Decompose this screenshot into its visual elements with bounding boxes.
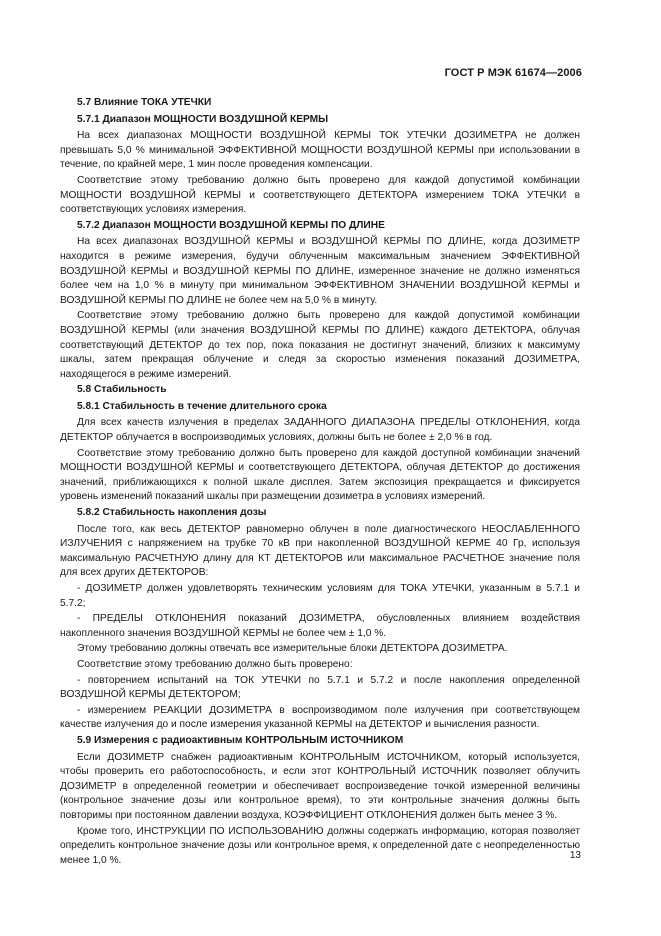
paragraph: Если ДОЗИМЕТР снабжен радиоактивным КОНТРОЛЬНЫМ ИСТОЧНИКОМ, который используется, чтобы проверить его работоспособность, и если этот КОНТРОЛЬНЫЙ ИСТОЧНИК позволяет облучить ДОЗИМЕТР в определенной геометрии и обеспечивает воспроизведение точкой измеренной величины (контрольное значение дозы или контрольное время), то эти контрольные значения должны быть повторимы при постоянном давлении воздуха, КОЭФФИЦИЕНТ ОТКЛОНЕНИЯ должен быть менее 3 %.: [60, 751, 580, 821]
section-heading: 5.8.1 Стабильность в течение длительного срока: [77, 400, 327, 412]
paragraph: На всех диапазонах МОЩНОСТИ ВОЗДУШНОЙ КЕРМЫ ТОК УТЕЧКИ ДОЗИМЕТРА не должен превышать 5,0 % минимальной ЭФФЕКТИВНОЙ МОЩНОСТИ ВОЗДУШНОЙ КЕРМЫ при использовании в течение, по крайней мере, 1 мин после проведения компенсации.: [60, 130, 580, 171]
paragraph: Соответствие этому требованию должно быть проверено для каждой допустимой комбинации ВОЗДУШНОЙ КЕРМЫ (или значения ВОЗДУШНОЙ КЕРМЫ ПО ДЛИНЕ) каждого ДЕТЕКТОРА, облучая соответствующий ДЕТЕКТОР до тех пор, пока показания не достигнут значений, близких к максимуму шкалы, затем прекращая облучение и следя за скоростью изменения показаний ДОЗИМЕТРА, находящегося в режиме измерений.: [60, 310, 580, 380]
paragraph: - повторением испытаний на ТОК УТЕЧКИ по 5.7.1 и 5.7.2 и после накопления определенной ВОЗДУШНОЙ КЕРМЫ ДЕТЕКТОРОМ;: [60, 674, 580, 701]
paragraph: На всех диапазонах ВОЗДУШНОЙ КЕРМЫ и ВОЗДУШНОЙ КЕРМЫ ПО ДЛИНЕ, когда ДОЗИМЕТР находится в режиме измерения, будучи облученным максимальным значением ЭФФЕКТИВНОЙ ВОЗДУШНОЙ КЕРМЫ и ВОЗДУШНОЙ КЕРМЫ ПО ДЛИНЕ, измеренное значение не должно изменяться более чем на 1,0 % в минуту при минимальном ЭФФЕКТИВНОМ ЗНАЧЕНИИ ВОЗДУШНОЙ КЕРМЫ и ВОЗДУШНОЙ КЕРМЫ ПО ДЛИНЕ не более чем на 5,0 % в минуту.: [60, 236, 580, 306]
paragraph: - измерением РЕАКЦИИ ДОЗИМЕТРА в воспроизводимом поле излучения при соответствующем качестве излучения до и после измерения указанной КЕРМЫ на ДЕТЕКТОР и вычисления разности.: [60, 704, 580, 731]
paragraph: После того, как весь ДЕТЕКТОР равномерно облучен в поле диагностического НЕОСЛАБЛЕННОГО ИЗЛУЧЕНИЯ с напряжением на трубке 70 кВ при накопленной ВОЗДУШНОЙ КЕРМЕ 40 Гр, используя максимальную РАСЧЕТНУЮ длину для КТ ДЕТЕКТОРОВ или максимальное РАСЧЕТНОЕ значение поля для всех других ДЕТЕКТОРОВ:: [60, 523, 580, 579]
section-heading: 5.7.1 Диапазон МОЩНОСТИ ВОЗДУШНОЙ КЕРМЫ: [77, 113, 329, 125]
section-heading: 5.9 Измерения с радиоактивным КОНТРОЛЬНЫМ ИСТОЧНИКОМ: [77, 734, 404, 746]
paragraph: - ПРЕДЕЛЫ ОТКЛОНЕНИЯ показаний ДОЗИМЕТРА, обусловленных влиянием воздействия накопленного значения ВОЗДУШНОЙ КЕРМЫ не более чем ± 1,0 %.: [60, 613, 580, 639]
document-header: ГОСТ Р МЭК 61674—2006: [444, 67, 582, 79]
paragraph: Соответствие этому требованию должно быть проверено для каждой допустимой комбинации МОЩНОСТИ ВОЗДУШНОЙ КЕРМЫ и соответствующего ДЕТЕКТОРА измерением ТОКА УТЕЧКИ в соответствующих условиях измерения.: [60, 174, 580, 216]
section-heading: 5.7.2 Диапазон МОЩНОСТИ ВОЗДУШНОЙ КЕРМЫ ПО ДЛИНЕ: [77, 219, 385, 231]
document-body: [60, 96, 580, 869]
paragraph: Для всех качеств излучения в пределах ЗАДАННОГО ДИАПАЗОНА ПРЕДЕЛЫ ОТКЛОНЕНИЯ, когда ДЕТЕКТОР облучается в воспроизводимых условиях, должны быть не более ± 2,0 % в год.: [60, 417, 580, 444]
paragraph: - ДОЗИМЕТР должен удовлетворять техническим условиям для ТОКА УТЕЧКИ, указанным в 5.7.1 и 5.7.2;: [60, 583, 580, 609]
paragraph: Соответствие этому требованию должно быть проверено для каждой доступной комбинации значений МОЩНОСТИ ВОЗДУШНОЙ КЕРМЫ и соответствующего ДЕТЕКТОРА, облучая ДЕТЕКТОР до достижения значений, приближающихся к полной шкале дисплея. Затем экспозиция прекращается и фиксируется уровень изменений показаний шкалы при размещении дозиметра в условиях измерений.: [60, 447, 580, 503]
section-heading: 5.7 Влияние ТОКА УТЕЧКИ: [77, 97, 212, 108]
section-heading: 5.8 Стабильность: [77, 384, 167, 396]
paragraph: Соответствие этому требованию должно быть проверено:: [77, 658, 353, 670]
paragraph: Кроме того, ИНСТРУКЦИИ ПО ИСПОЛЬЗОВАНИЮ должны содержать информацию, которая позволяет определить контрольное значение дозы или контрольное время, к определенной дате с неопределенностью менее 1,0 %.: [60, 825, 580, 866]
section-heading: 5.8.2 Стабильность накопления дозы: [77, 507, 267, 519]
paragraph: Этому требованию должны отвечать все измерительные блоки ДЕТЕКТОРА ДОЗИМЕТРА.: [77, 643, 508, 655]
page-number: 13: [569, 850, 581, 861]
